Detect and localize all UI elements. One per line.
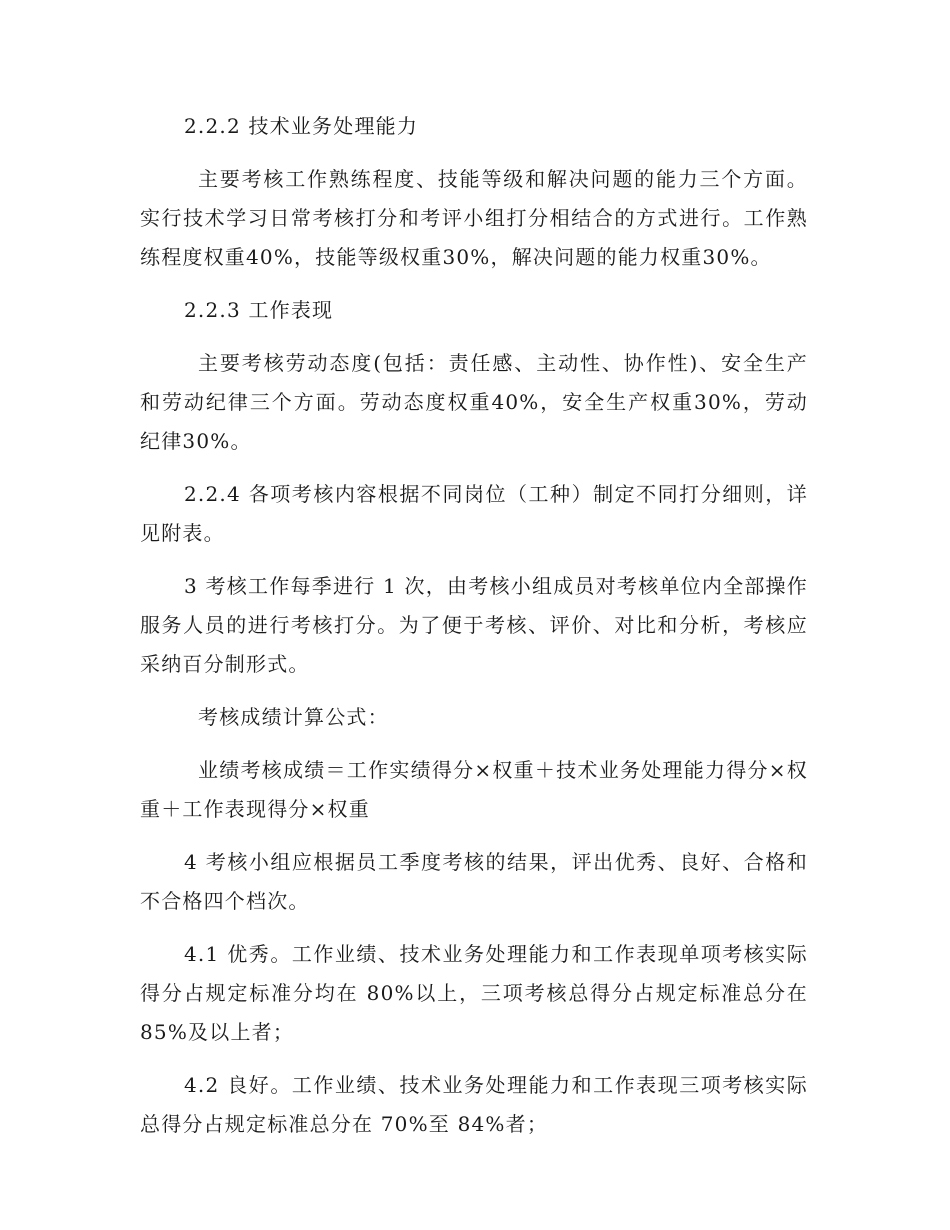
formula-text: 业绩考核成绩＝工作实绩得分×权重＋技术业务处理能力得分×权重＋工作表现得分×权重 [140,758,808,821]
section-4-1-excellent: 4.1 优秀。工作业绩、技术业务处理能力和工作表现单项考核实际得分占规定标准分均在 80%以上，三项考核总得分占规定标准总分在 85%及以上者； [140,942,808,1044]
formula-label: 考核成绩计算公式： [198,705,389,729]
paragraph-work-performance: 主要考核劳动态度(包括：责任感、主动性、协作性)、安全生产和劳动纪律三个方面。劳动态度权重40%，安全生产权重30%，劳动纪律30%。 [140,351,808,453]
section-4-grading: 4 考核小组应根据员工季度考核的结果，评出优秀、良好、合格和不合格四个档次。 [140,850,808,913]
paragraph-technical-ability: 主要考核工作熟练程度、技能等级和解决问题的能力三个方面。实行技术学习日常考核打分和考评小组打分相结合的方式进行。工作熟练程度权重40%，技能等级权重30%，解决问题的能力权重30%。 [140,167,808,269]
section-heading-2-2-2: 2.2.2 技术业务处理能力 [184,114,419,138]
section-2-2-4: 2.2.4 各项考核内容根据不同岗位（工种）制定不同打分细则，详见附表。 [140,482,808,545]
document-body [140,107,808,1158]
section-3-assessment-frequency: 3 考核工作每季进行 1 次，由考核小组成员对考核单位内全部操作服务人员的进行考核打分。为了便于考核、评价、对比和分析，考核应采纳百分制形式。 [140,574,808,676]
section-4-2-good: 4.2 良好。工作业绩、技术业务处理能力和工作表现三项考核实际总得分占规定标准总分在 70%至 84%者； [140,1073,808,1136]
section-heading-2-2-3: 2.2.3 工作表现 [184,298,334,322]
